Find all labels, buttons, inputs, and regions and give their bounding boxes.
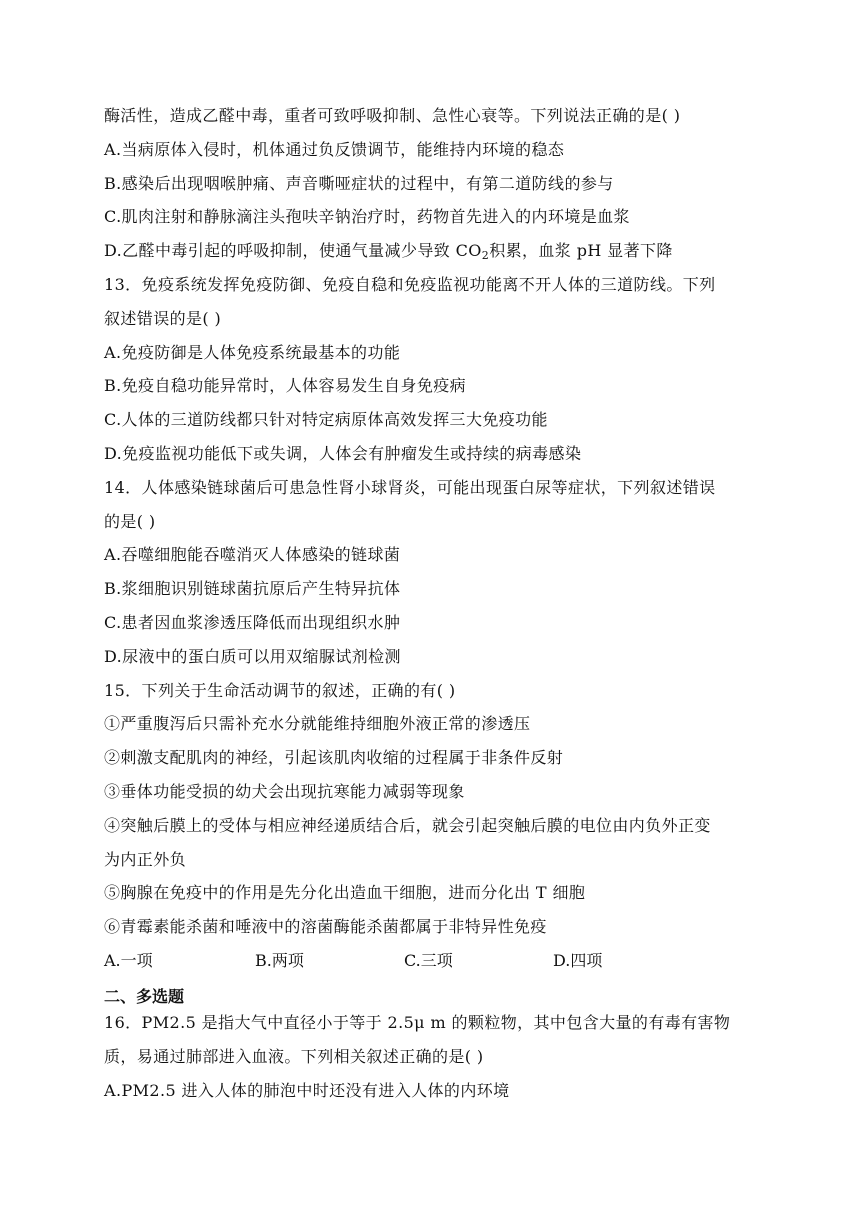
q16-stem-line2: 质，易通过肺部进入血液。下列相关叙述正确的是( ) (104, 1047, 484, 1066)
q15-item-4-cont: 为内正外负 (104, 850, 187, 869)
q16-option-a: A.PM2.5 进入人体的肺泡中时还没有进入人体的内环境 (104, 1081, 510, 1100)
q14-stem-line1: 14．人体感染链球菌后可患急性肾小球肾炎，可能出现蛋白尿等症状，下列叙述错误 (104, 478, 716, 497)
q15-option-d: D.四项 (553, 951, 603, 970)
q15-item-6: ⑥青霉素能杀菌和唾液中的溶菌酶能杀菌都属于非特异性免疫 (104, 917, 547, 936)
q15-item-5: ⑤胸腺在免疫中的作用是先分化出造血干细胞，进而分化出 T 细胞 (104, 883, 586, 902)
q16-stem-line1: 16．PM2.5 是指大气中直径小于等于 2.5μ m 的颗粒物，其中包含大量的有毒有害物 (104, 1013, 731, 1032)
q15-stem: 15．下列关于生命活动调节的叙述，正确的有( ) (104, 681, 456, 700)
q13-stem-line2: 叙述错误的是( ) (104, 309, 222, 328)
q12-stem-tail: 酶活性，造成乙醛中毒，重者可致呼吸抑制、急性心衰等。下列说法正确的是( ) (104, 106, 681, 125)
q14-option-b: B.浆细胞识别链球菌抗原后产生特异抗体 (104, 579, 401, 598)
q15-item-2: ②刺激支配肌肉的神经，引起该肌肉收缩的过程属于非条件反射 (104, 748, 564, 767)
q12-option-c: C.肌肉注射和静脉滴注头孢呋辛钠治疗时，药物首先进入的内环境是血浆 (104, 207, 630, 226)
q13-option-c: C.人体的三道防线都只针对特定病原体高效发挥三大免疫功能 (104, 410, 548, 429)
q14-stem-line2: 的是( ) (104, 512, 156, 531)
q15-option-c: C.三项 (404, 951, 453, 970)
q14-option-a: A.吞噬细胞能吞噬消灭人体感染的链球菌 (104, 545, 401, 564)
q15-option-a: A.一项 (104, 951, 153, 970)
q13-stem-line1: 13．免疫系统发挥免疫防御、免疫自稳和免疫监视功能离不开人体的三道防线。下列 (104, 275, 716, 294)
q15-item-3: ③垂体功能受损的幼犬会出现抗寒能力减弱等现象 (104, 782, 465, 801)
q12-option-d (104, 241, 673, 261)
q14-option-c: C.患者因血浆渗透压降低而出现组织水肿 (104, 613, 401, 632)
q12-option-b: B.感染后出现咽喉肿痛、声音嘶哑症状的过程中，有第二道防线的参与 (104, 174, 614, 193)
q13-option-a: A.免疫防御是人体免疫系统最基本的功能 (104, 343, 401, 362)
q13-option-d: D.免疫监视功能低下或失调，人体会有肿瘤发生或持续的病毒感染 (104, 444, 582, 463)
q12-option-a: A.当病原体入侵时，机体通过负反馈调节，能维持内环境的稳态 (104, 140, 565, 159)
q12-option-d-text: D.乙醛中毒引起的呼吸抑制，使通气量减少导致 CO (104, 241, 482, 260)
q15-item-1: ①严重腹泻后只需补充水分就能维持细胞外液正常的渗透压 (104, 714, 531, 733)
q13-option-b: B.免疫自稳功能异常时，人体容易发生自身免疫病 (104, 376, 467, 395)
q14-option-d: D.尿液中的蛋白质可以用双缩脲试剂检测 (104, 647, 401, 666)
q15-option-b: B.两项 (255, 951, 304, 970)
q12-option-d-subscript: 2 (481, 249, 490, 262)
section-heading: 二、多选题 (104, 987, 185, 1006)
q15-item-4: ④突触后膜上的受体与相应神经递质结合后，就会引起突触后膜的电位由内负外正变 (104, 816, 711, 835)
q12-option-d-text-end: 积累，血浆 pH 显著下降 (489, 241, 673, 260)
